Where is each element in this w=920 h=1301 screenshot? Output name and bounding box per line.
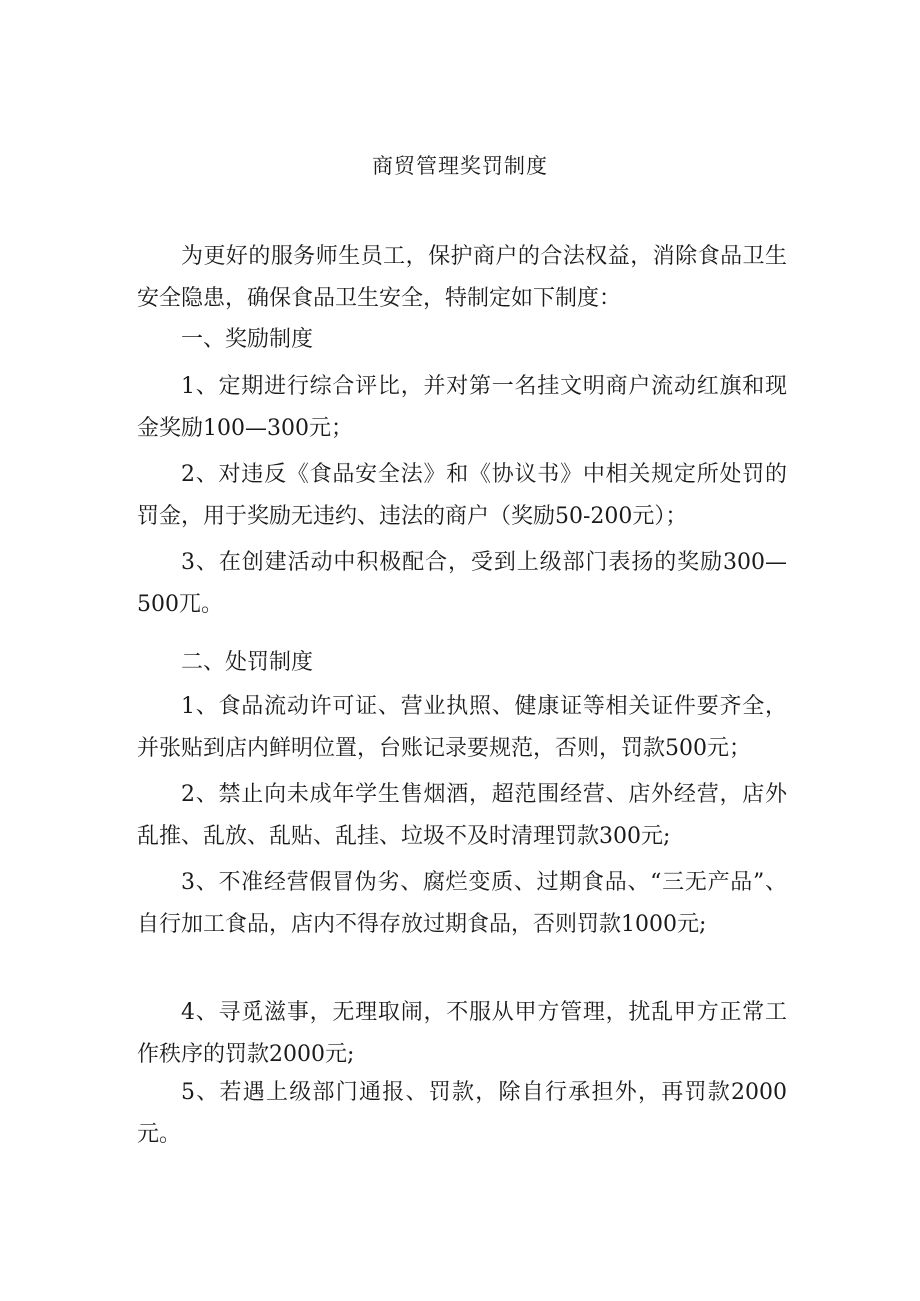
reward-item [137, 454, 787, 538]
penalty-item-text: 4、寻觅滋事，无理取闹，不服从甲方管理，扰乱甲方正常工作秩序的罚款2000元; [137, 1000, 787, 1067]
penalty-item-text: 3、不准经营假冒伪劣、腐烂变质、过期食品、“三无产品”、自行加工食品，店内不得存放过期食品，否则罚款1000元; [137, 870, 787, 937]
reward-item-text: 2、对违反《食品安全法》和《协议书》中相关规定所处罚的罚金，用于奖励无违约、违法的商户（奖励50-200元）； [137, 462, 787, 529]
penalty-item-text: 5、若遇上级部门通报、罚款，除自行承担外，再罚款2000元。 [137, 1080, 787, 1147]
reward-item-text: 1、定期进行综合评比，并对第一名挂文明商户流动红旗和现金奖励100—300元； [137, 374, 787, 441]
intro-text: 为更好的服务师生员工，保护商户的合法权益，消除食品卫生安全隐患，确保食品卫生安全，特制定如下制度： [137, 244, 787, 311]
penalty-item-text: 1、食品流动许可证、营业执照、健康证等相关证件要齐全，并张贴到店内鲜明位置，台账记录要规范，否则，罚款500元； [137, 694, 787, 761]
reward-item [137, 366, 787, 450]
penalty-item [137, 862, 787, 946]
intro-paragraph [137, 236, 787, 320]
penalty-heading-text: 二、处罚制度 [181, 650, 314, 675]
penalty-section-heading [137, 642, 787, 684]
document-title: 商贸管理奖罚制度 [372, 154, 548, 178]
penalty-item-text: 2、禁止向未成年学生售烟酒，超范围经营、店外经营，店外乱推、乱放、乱贴、乱挂、垃圾不及时清理罚款300元; [137, 782, 787, 849]
reward-section-heading [137, 319, 787, 361]
reward-item [137, 542, 787, 626]
reward-heading-text: 一、奖励制度 [181, 327, 314, 352]
penalty-item [137, 686, 787, 770]
penalty-item [137, 774, 787, 858]
penalty-item [137, 992, 787, 1076]
reward-item-text: 3、在创建活动中积极配合，受到上级部门表扬的奖励300—500兀。 [137, 550, 787, 617]
penalty-item [137, 1072, 787, 1156]
